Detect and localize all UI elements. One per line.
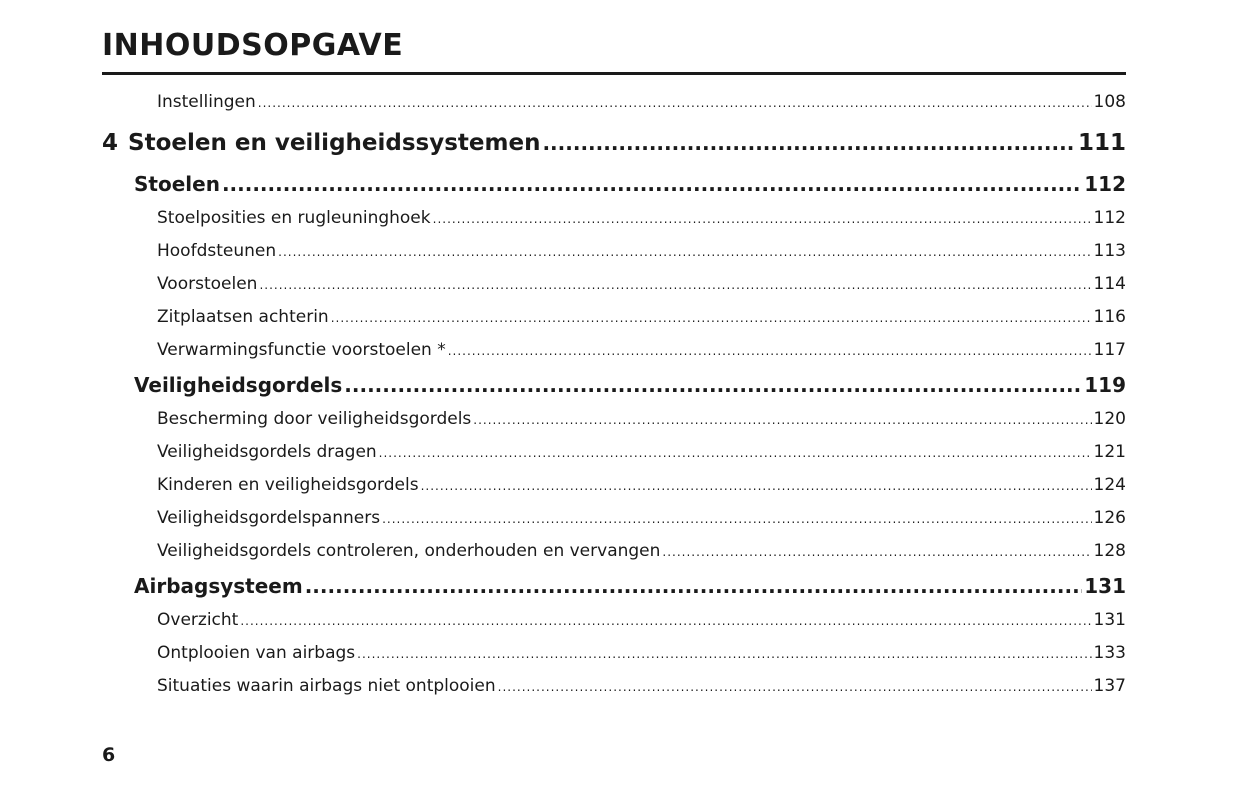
- toc-entry-label: Hoofdsteunen: [157, 241, 277, 261]
- leader-dots: [433, 212, 1092, 226]
- toc-entry-label: Voorstoelen: [157, 274, 258, 294]
- leader-dots: [344, 373, 1082, 397]
- toc-entry-page: 121: [1093, 442, 1126, 462]
- toc-entry-label: Veiligheidsgordels controleren, onderhouden en vervangen: [157, 541, 661, 561]
- toc-entry-label: Overzicht: [157, 610, 239, 630]
- leader-dots: [662, 545, 1091, 559]
- toc-entry-page: 131: [1093, 610, 1126, 630]
- toc-entry-label: Kinderen en veiligheidsgordels: [157, 475, 419, 495]
- toc-entry-page: 111: [1077, 130, 1126, 156]
- leader-dots: [421, 479, 1092, 493]
- toc-entry-label: Stoelen en veiligheidssystemen: [128, 130, 541, 156]
- toc-entry[interactable]: [157, 475, 1126, 495]
- toc-entry-label: Stoelen: [134, 172, 220, 196]
- chapter-number: 4: [102, 130, 119, 156]
- toc-entry-label: Stoelposities en rugleuninghoek: [157, 208, 431, 228]
- toc-entry[interactable]: [157, 508, 1126, 528]
- toc-entry-page: 116: [1093, 307, 1126, 327]
- toc-entry-label: Veiligheidsgordelspanners: [157, 508, 381, 528]
- toc-entry[interactable]: [157, 541, 1126, 561]
- toc-entry[interactable]: [157, 274, 1126, 294]
- toc-entry-label: Situaties waarin airbags niet ontplooien: [157, 676, 496, 696]
- toc-entry-label: Bescherming door veiligheidsgordels: [157, 409, 472, 429]
- toc-entry-page: 112: [1093, 208, 1126, 228]
- toc-entry[interactable]: [157, 643, 1126, 663]
- toc-entry-label: Ontplooien van airbags: [157, 643, 356, 663]
- leader-dots: [305, 574, 1083, 598]
- toc-entry-page: 108: [1093, 92, 1126, 112]
- toc-entry[interactable]: [157, 676, 1126, 696]
- toc-entry-page: 128: [1093, 541, 1126, 561]
- leader-dots: [473, 413, 1091, 427]
- toc-entry-page: 131: [1084, 574, 1126, 598]
- leader-dots: [222, 172, 1082, 196]
- toc-entry-page: 120: [1093, 409, 1126, 429]
- toc-entry-instellingen[interactable]: [157, 92, 1126, 112]
- toc-entry-label: Veiligheidsgordels: [134, 373, 343, 397]
- title-divider: [102, 72, 1126, 75]
- leader-dots: [542, 131, 1076, 155]
- page-number: 6: [102, 744, 116, 766]
- toc-entry[interactable]: [157, 442, 1126, 462]
- toc-entry-label: Airbagsysteem: [134, 574, 303, 598]
- leader-dots: [258, 96, 1092, 110]
- toc-chapter-4[interactable]: [102, 130, 1126, 156]
- toc-entry[interactable]: [157, 307, 1126, 327]
- toc-entry-page: 114: [1093, 274, 1126, 294]
- toc-entry[interactable]: [157, 409, 1126, 429]
- leader-dots: [331, 311, 1092, 325]
- page-title: INHOUDSOPGAVE: [102, 28, 404, 63]
- toc-section-veiligheidsgordels[interactable]: [134, 373, 1126, 397]
- toc-entry-page: 113: [1093, 241, 1126, 261]
- toc-entry[interactable]: [157, 208, 1126, 228]
- leader-dots: [278, 245, 1091, 259]
- toc-section-airbagsysteem[interactable]: [134, 574, 1126, 598]
- toc-section-stoelen[interactable]: [134, 172, 1126, 196]
- toc-entry[interactable]: [157, 340, 1126, 360]
- leader-dots: [379, 446, 1092, 460]
- leader-dots: [357, 647, 1091, 661]
- leader-dots: [448, 344, 1092, 358]
- toc-entry-page: 137: [1093, 676, 1126, 696]
- toc-entry-label: Zitplaatsen achterin: [157, 307, 329, 327]
- leader-dots: [259, 278, 1091, 292]
- toc-entry[interactable]: [157, 610, 1126, 630]
- toc-entry-page: 133: [1093, 643, 1126, 663]
- leader-dots: [498, 680, 1092, 694]
- toc-entry-label: Veiligheidsgordels dragen: [157, 442, 377, 462]
- toc-entry-page: 124: [1093, 475, 1126, 495]
- toc-entry-page: 112: [1084, 172, 1126, 196]
- toc-entry[interactable]: [157, 241, 1126, 261]
- toc-entry-page: 126: [1093, 508, 1126, 528]
- leader-dots: [382, 512, 1091, 526]
- toc-entry-page: 119: [1084, 373, 1126, 397]
- leader-dots: [240, 614, 1091, 628]
- toc-entry-label: Verwarmingsfunctie voorstoelen *: [157, 340, 446, 360]
- toc-entry-label: Instellingen: [157, 92, 256, 112]
- toc-entry-page: 117: [1093, 340, 1126, 360]
